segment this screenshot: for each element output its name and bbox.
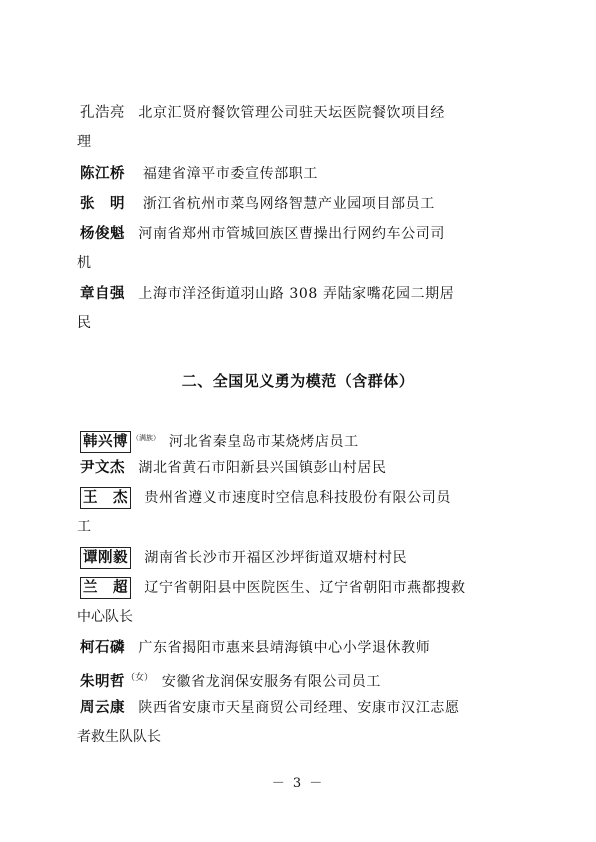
description-continuation: 理 [77, 134, 91, 150]
person-name: 陈江桥 [80, 166, 125, 182]
person-name: 柯石磷 [80, 640, 125, 656]
person-name: 王 杰 [80, 487, 131, 509]
person-description: 陕西省安康市天星商贸公司经理、安康市汉江志愿 [138, 700, 460, 716]
list-item [77, 276, 520, 335]
person-description: 福建省漳平市委宣传部职工 [142, 166, 319, 182]
list-item [77, 480, 520, 539]
person-name: 谭刚毅 [80, 547, 131, 569]
person-name: 章自强 [80, 286, 125, 302]
person-name: 孔浩亮 [80, 105, 125, 121]
ethnicity-note: （满族） [132, 434, 160, 442]
list-item [77, 690, 520, 749]
person-name: 兰 超 [80, 577, 131, 599]
description-continuation: 者救生队队长 [77, 729, 161, 745]
person-description: 河北省秦皇岛市某烧烤店员工 [168, 434, 359, 450]
section-heading: 二、全国见义勇为模范（含群体） [181, 372, 415, 390]
person-name: 尹文杰 [80, 460, 125, 476]
list-item [77, 95, 520, 154]
person-name: 张 明 [80, 196, 125, 212]
description-continuation: 民 [77, 315, 91, 331]
person-description: 北京汇贤府餐饮管理公司驻天坛医院餐饮项目经 [138, 105, 445, 121]
list-item [77, 570, 520, 629]
person-description: 上海市洋泾街道羽山路 308 弄陆家嘴花园二期居 [138, 286, 455, 302]
person-description: 浙江省杭州市菜鸟网络智慧产业园项目部员工 [142, 196, 435, 212]
list-item [77, 216, 520, 275]
person-name: 朱明哲 [80, 674, 125, 690]
description-continuation: 机 [77, 255, 91, 271]
person-description: 河南省郑州市管城回族区曹操出行网约车公司司 [138, 226, 445, 242]
person-description: 湖南省长沙市开福区沙坪街道双塘村村民 [144, 550, 408, 566]
person-name: 韩兴博 [80, 431, 131, 453]
description-continuation: 工 [77, 519, 91, 535]
person-description: 安徽省龙润保安服务有限公司员工 [161, 674, 381, 690]
person-description: 贵州省遵义市速度时空信息科技股份有限公司员 [144, 490, 451, 506]
gender-note: （女） [126, 673, 154, 683]
person-description: 广东省揭阳市惠来县靖海镇中心小学退休教师 [138, 640, 431, 656]
person-name: 杨俊魁 [80, 226, 125, 242]
description-continuation: 中心队长 [77, 609, 133, 625]
person-description: 湖北省黄石市阳新县兴国镇彭山村居民 [138, 460, 387, 476]
page-number: － 3 － [271, 776, 325, 791]
person-description: 辽宁省朝阳县中医院医生、辽宁省朝阳市燕都搜救 [144, 580, 466, 596]
person-name: 周云康 [80, 700, 125, 716]
